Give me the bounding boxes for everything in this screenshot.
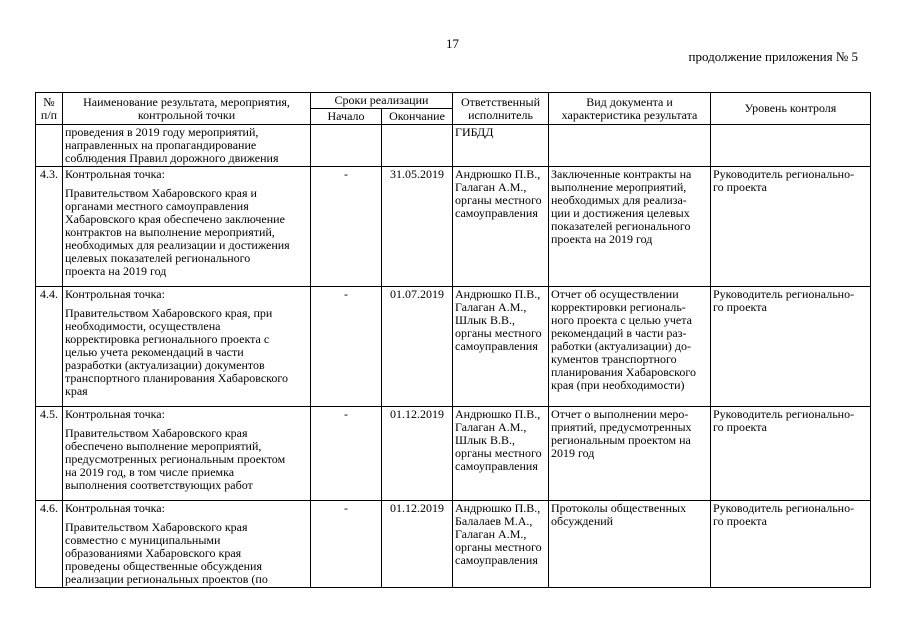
header-name: Наименование результата, мероприятия, контрольной точки — [63, 93, 311, 125]
row-start — [311, 125, 382, 167]
page-number: 17 — [446, 36, 459, 51]
row-name: проведения в 2019 году мероприятий, направленных на пропагандирование соблюдения Правил дорожного движения — [63, 125, 311, 167]
row-start: - — [311, 287, 382, 407]
row-end: 01.07.2019 — [382, 287, 453, 407]
row-name: Правительством Хабаровского края обеспечено выполнение мероприятий, предусмотренных региональным проектом на 2019 год, в том числе приемка выполнения соответствующих работ — [65, 426, 286, 492]
header-row — [36, 93, 871, 109]
control-point-label: Контрольная точка: — [65, 407, 165, 421]
row-document: Протоколы общественных обсуждений — [549, 501, 711, 588]
row-name-cell — [63, 287, 311, 407]
control-point-label: Контрольная точка: — [65, 501, 165, 515]
header-responsible: Ответственный исполнитель — [453, 93, 549, 125]
row-control: Руководитель регионально- го проекта — [711, 501, 871, 588]
row-name-cell — [63, 501, 311, 588]
row-control — [711, 125, 871, 167]
row-name-cell — [63, 167, 311, 287]
control-point-label: Контрольная точка: — [65, 167, 165, 181]
table-row — [36, 501, 871, 588]
row-document: Отчет о выполнении меро- приятий, предусмотренных региональным проектом на 2019 год — [549, 407, 711, 501]
table-row — [36, 287, 871, 407]
row-responsible: Андрюшко П.В., Галаган А.М., Шлык В.В., органы местного самоуправления — [453, 287, 549, 407]
control-point-label: Контрольная точка: — [65, 287, 165, 301]
row-document: Отчет об осуществлении корректировки региональ- ного проекта с целью учета рекомендаций в части раз- работки (актуализации) до- кументов транспортного планирования Хабаровского края (при необходимости) — [549, 287, 711, 407]
row-name: Правительством Хабаровского края, при необходимости, осуществлена корректировка регионального проекта с целью учета рекомендаций в части разработки (актуализации) документов транспортного планирования Хабаровского края — [65, 306, 288, 398]
table-row — [36, 125, 871, 167]
header-control: Уровень контроля — [711, 93, 871, 125]
row-num: 4.6. — [36, 501, 63, 588]
row-num — [36, 125, 63, 167]
row-end: 01.12.2019 — [382, 407, 453, 501]
table-row — [36, 167, 871, 287]
row-end: 31.05.2019 — [382, 167, 453, 287]
row-responsible: Андрюшко П.В., Галаган А.М., органы местного самоуправления — [453, 167, 549, 287]
row-name: Правительством Хабаровского края совместно с муниципальными образованиями Хабаровского края проведены общественные обсуждения реализации региональных проектов (по — [65, 520, 268, 586]
row-start: - — [311, 407, 382, 501]
row-end: 01.12.2019 — [382, 501, 453, 588]
row-control: Руководитель регионально- го проекта — [711, 167, 871, 287]
row-start: - — [311, 501, 382, 588]
row-name-cell — [63, 407, 311, 501]
row-start: - — [311, 167, 382, 287]
project-plan-table — [35, 92, 871, 588]
table-row — [36, 407, 871, 501]
header-num: № п/п — [36, 93, 63, 125]
row-document — [549, 125, 711, 167]
header-period: Сроки реализации — [311, 93, 453, 109]
row-control: Руководитель регионально- го проекта — [711, 407, 871, 501]
row-name: Правительством Хабаровского края и органами местного самоуправления Хабаровского края обеспечено заключение контрактов на выполнение мероприятий, необходимых для реализации и достижения целевых показателей регионального проекта на 2019 год — [65, 186, 290, 278]
row-control: Руководитель регионально- го проекта — [711, 287, 871, 407]
header-start: Начало — [311, 109, 382, 125]
row-responsible: Андрюшко П.В., Галаган А.М., Шлык В.В., органы местного самоуправления — [453, 407, 549, 501]
continuation-label: продолжение приложения № 5 — [688, 49, 858, 64]
header-document: Вид документа и характеристика результата — [549, 93, 711, 125]
row-document: Заключенные контракты на выполнение мероприятий, необходимых для реализа- ции и достижения целевых показателей регионального проекта на 2019 год — [549, 167, 711, 287]
row-num: 4.3. — [36, 167, 63, 287]
row-num: 4.4. — [36, 287, 63, 407]
row-num: 4.5. — [36, 407, 63, 501]
row-end — [382, 125, 453, 167]
header-end: Окончание — [382, 109, 453, 125]
row-responsible: ГИБДД — [453, 125, 549, 167]
row-responsible: Андрюшко П.В., Балалаев М.А., Галаган А.М., органы местного самоуправления — [453, 501, 549, 588]
